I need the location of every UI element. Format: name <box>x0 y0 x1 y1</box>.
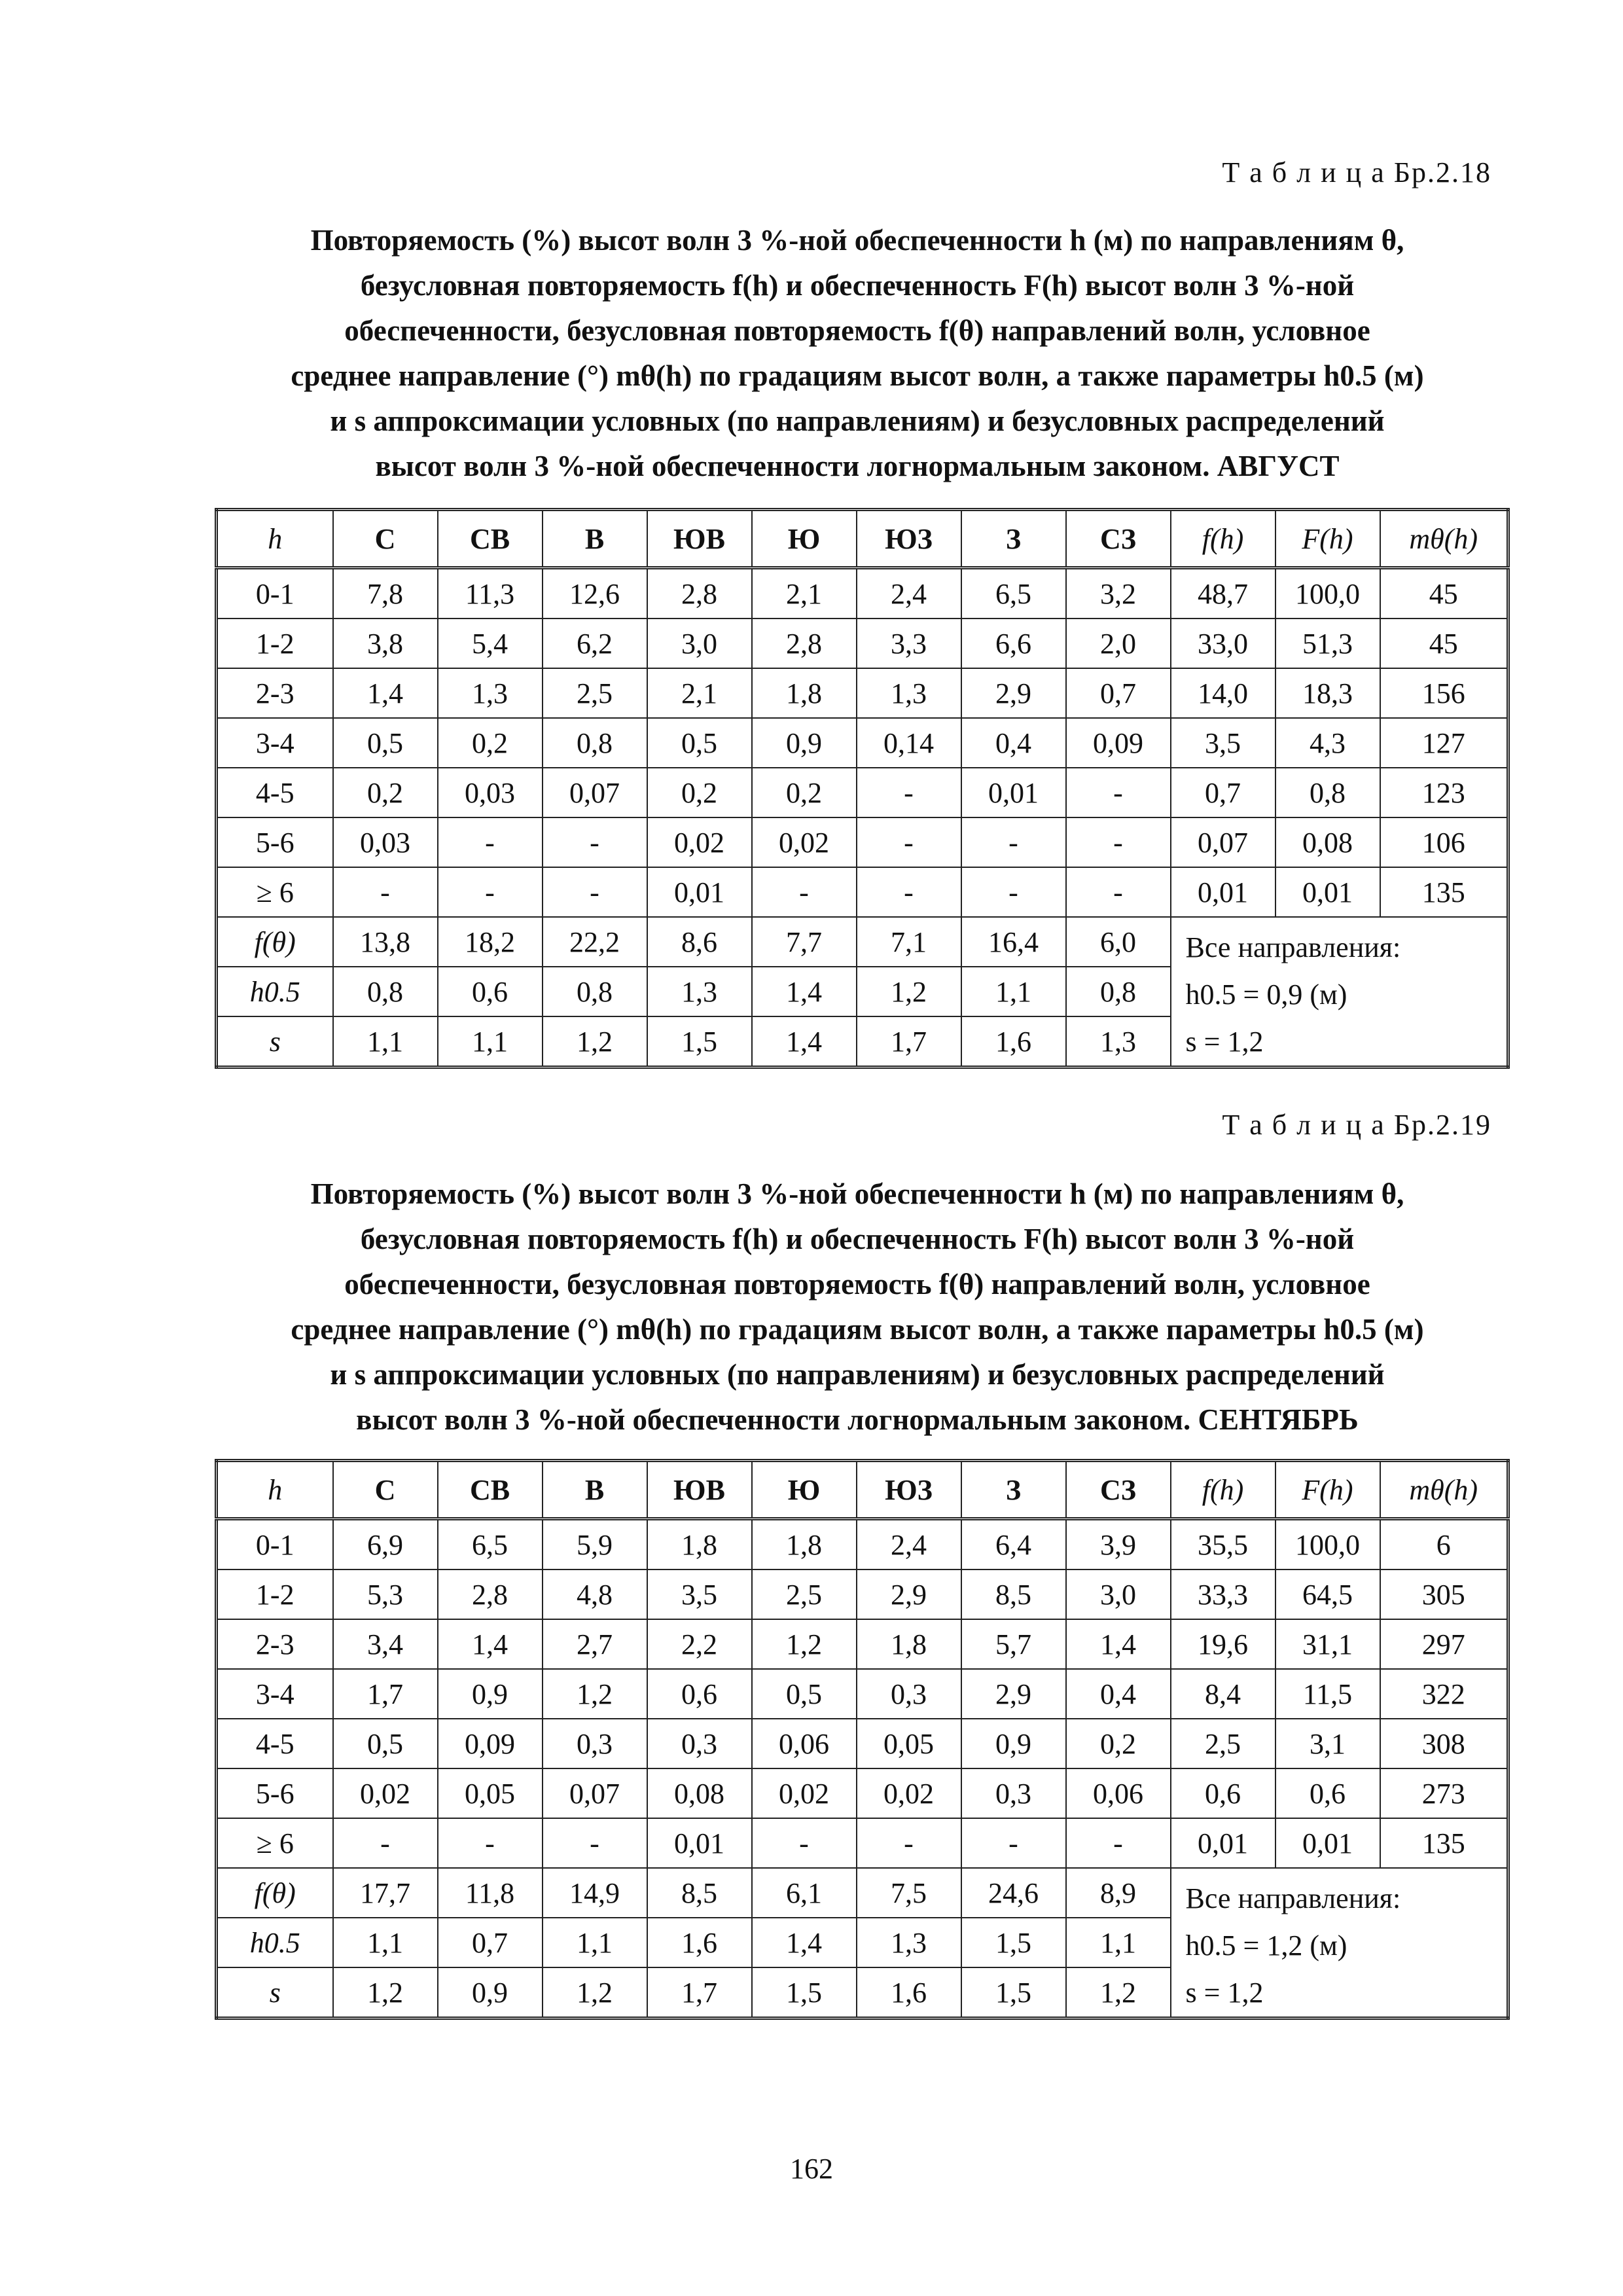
table-cell: 1,4 <box>333 668 438 718</box>
table-cell: 0,5 <box>333 718 438 768</box>
table-cell: 0,8 <box>1066 967 1171 1016</box>
table-cell: - <box>961 817 1066 867</box>
note-line: h0.5 = 1,2 (м) <box>1185 1929 1347 1962</box>
table-cell: 0,3 <box>543 1719 647 1768</box>
table-cell: 2,8 <box>438 1570 543 1619</box>
all-directions-note <box>1171 917 1508 1067</box>
wave-height-table <box>215 1459 1510 2020</box>
table-cell: 31,1 <box>1275 1619 1380 1669</box>
table-cell: 5,9 <box>543 1519 647 1570</box>
note-line: h0.5 = 0,9 (м) <box>1185 978 1347 1011</box>
caption-line: Повторяемость (%) высот волн 3 %-ной обеспеченности h (м) по направлениям θ, <box>310 1177 1404 1210</box>
table-cell: - <box>438 867 543 917</box>
table-cell: 0,9 <box>961 1719 1066 1768</box>
table-cell: 308 <box>1380 1719 1508 1768</box>
table-cell: 1,3 <box>857 1918 961 1967</box>
row-header-cell: 4-5 <box>217 1719 333 1768</box>
caption-line: Повторяемость (%) высот волн 3 %-ной обеспеченности h (м) по направлениям θ, <box>310 224 1404 257</box>
table-cell: 1,1 <box>438 1016 543 1067</box>
header-cell: ЮВ <box>647 510 752 568</box>
table-cell: - <box>961 1818 1066 1868</box>
row-header-cell: 4-5 <box>217 768 333 817</box>
caption-line: обеспеченности, безусловная повторяемость f(θ) направлений волн, условное <box>344 1268 1370 1300</box>
note-line: Все направления: <box>1185 931 1401 963</box>
caption-line: обеспеченности, безусловная повторяемость f(θ) направлений волн, условное <box>344 314 1370 347</box>
table-cell: 7,8 <box>333 568 438 619</box>
table-cell: 1,1 <box>333 1918 438 1967</box>
table-cell: 0,05 <box>857 1719 961 1768</box>
table-cell: - <box>1066 867 1171 917</box>
table-cell: 0,08 <box>1275 817 1380 867</box>
row-header-cell: 2-3 <box>217 1619 333 1669</box>
table-cell: 1,2 <box>857 967 961 1016</box>
table-caption <box>209 218 1505 489</box>
table-cell: 0,8 <box>543 718 647 768</box>
header-cell: Ю <box>752 510 857 568</box>
table-cell: 0,2 <box>438 718 543 768</box>
table-cell: 0,4 <box>1066 1669 1171 1719</box>
table-cell: - <box>333 1818 438 1868</box>
table-cell: 1,5 <box>961 1918 1066 1967</box>
row-header-cell: 1-2 <box>217 1570 333 1619</box>
header-cell: f(h) <box>1171 510 1275 568</box>
table-cell: 0,01 <box>961 768 1066 817</box>
table-cell: 135 <box>1380 1818 1508 1868</box>
table-cell: 1,3 <box>1066 1016 1171 1067</box>
header-cell: З <box>961 510 1066 568</box>
table-cell: 7,7 <box>752 917 857 967</box>
header-cell: h <box>217 510 333 568</box>
table-cell: 1,1 <box>961 967 1066 1016</box>
header-cell: h <box>217 1461 333 1519</box>
table-cell: - <box>752 1818 857 1868</box>
table-cell: 3,0 <box>647 619 752 668</box>
table-cell: 3,2 <box>1066 568 1171 619</box>
table-cell: 0,06 <box>1066 1768 1171 1818</box>
table-cell: - <box>1066 768 1171 817</box>
row-header-cell: 0-1 <box>217 1519 333 1570</box>
table-cell: 35,5 <box>1171 1519 1275 1570</box>
table-cell: 5,7 <box>961 1619 1066 1669</box>
table-cell: - <box>438 817 543 867</box>
table-cell: 297 <box>1380 1619 1508 1669</box>
table-cell: 0,6 <box>1171 1768 1275 1818</box>
table-cell: 8,6 <box>647 917 752 967</box>
table-cell: 0,01 <box>647 867 752 917</box>
table-cell: 14,9 <box>543 1868 647 1918</box>
table-row <box>217 768 1508 817</box>
table-cell: s <box>217 1967 333 2018</box>
table-cell: 273 <box>1380 1768 1508 1818</box>
table-cell: 6,4 <box>961 1519 1066 1570</box>
table-cell: 0,4 <box>961 718 1066 768</box>
table-cell: 2,8 <box>647 568 752 619</box>
table-cell: 4,3 <box>1275 718 1380 768</box>
table-label: Т а б л и ц а Бр.2.18 <box>1222 156 1491 188</box>
table-row <box>217 718 1508 768</box>
table-cell: 1,4 <box>1066 1619 1171 1669</box>
table-cell: 3,0 <box>1066 1570 1171 1619</box>
table-cell: 0,01 <box>1171 867 1275 917</box>
table-cell: 0,03 <box>438 768 543 817</box>
table-cell: f(θ) <box>217 1868 333 1918</box>
table-cell: 0,3 <box>647 1719 752 1768</box>
table-cell: 1,8 <box>857 1619 961 1669</box>
table-cell: 0,02 <box>752 817 857 867</box>
table-cell: 3,8 <box>333 619 438 668</box>
table-cell: 2,4 <box>857 1519 961 1570</box>
table-cell: 11,5 <box>1275 1669 1380 1719</box>
table-cell: 1,5 <box>961 1967 1066 2018</box>
table-cell: 1,6 <box>647 1918 752 1967</box>
row-header-cell: 3-4 <box>217 1669 333 1719</box>
table-cell: - <box>857 768 961 817</box>
table-cell: 0,01 <box>1171 1818 1275 1868</box>
header-cell: mθ(h) <box>1380 1461 1508 1519</box>
table-cell: 1,2 <box>1066 1967 1171 2018</box>
table-cell: h0.5 <box>217 967 333 1016</box>
caption-line: безусловная повторяемость f(h) и обеспеченность F(h) высот волн 3 %-ной <box>360 269 1355 302</box>
table-cell: 0,7 <box>438 1918 543 1967</box>
table-cell: h0.5 <box>217 1918 333 1967</box>
table-cell: 13,8 <box>333 917 438 967</box>
table-cell: 1,2 <box>752 1619 857 1669</box>
table-cell: 0,09 <box>1066 718 1171 768</box>
table-cell: 1,8 <box>752 668 857 718</box>
table-cell: 8,4 <box>1171 1669 1275 1719</box>
table-cell: 0,7 <box>1066 668 1171 718</box>
table-cell: 0,01 <box>1275 867 1380 917</box>
table-cell: 2,5 <box>752 1570 857 1619</box>
table-cell: 0,8 <box>333 967 438 1016</box>
header-cell: СВ <box>438 510 543 568</box>
wave-height-table <box>215 508 1510 1069</box>
table-cell: 0,5 <box>333 1719 438 1768</box>
table-row <box>217 1818 1508 1868</box>
table-cell: 1,4 <box>438 1619 543 1669</box>
table-cell: 3,5 <box>647 1570 752 1619</box>
table-cell: 0,2 <box>1066 1719 1171 1768</box>
table-cell: 14,0 <box>1171 668 1275 718</box>
table-cell: 4,8 <box>543 1570 647 1619</box>
caption-line: высот волн 3 %-ной обеспеченности логнормальным законом. АВГУСТ <box>375 450 1340 482</box>
table-cell: 1,4 <box>752 1016 857 1067</box>
table-cell: 2,0 <box>1066 619 1171 668</box>
table-cell: - <box>857 1818 961 1868</box>
table-cell: 11,3 <box>438 568 543 619</box>
table-cell: 24,6 <box>961 1868 1066 1918</box>
caption-line: среднее направление (°) mθ(h) по градациям высот волн, а также параметры h0.5 (м) <box>291 359 1424 392</box>
table-cell: 17,7 <box>333 1868 438 1918</box>
caption-line: и s аппроксимации условных (по направлениям) и безусловных распределений <box>330 1358 1385 1391</box>
table-cell: 0,06 <box>752 1719 857 1768</box>
table-cell: 0,01 <box>1275 1818 1380 1868</box>
table-cell: 2,7 <box>543 1619 647 1669</box>
row-header-cell: 2-3 <box>217 668 333 718</box>
table-cell: 0,8 <box>543 967 647 1016</box>
table-cell: 7,5 <box>857 1868 961 1918</box>
table-cell: 2,1 <box>752 568 857 619</box>
row-header-cell: 0-1 <box>217 568 333 619</box>
header-cell: ЮЗ <box>857 1461 961 1519</box>
table-cell: 0,07 <box>543 1768 647 1818</box>
table-cell: 3,1 <box>1275 1719 1380 1768</box>
table-cell: 3,5 <box>1171 718 1275 768</box>
table-row <box>217 867 1508 917</box>
all-directions-note <box>1171 1868 1508 2018</box>
table-cell: 3,9 <box>1066 1519 1171 1570</box>
table-cell: 0,02 <box>333 1768 438 1818</box>
note-line: s = 1,2 <box>1185 1026 1264 1058</box>
table-cell: 11,8 <box>438 1868 543 1918</box>
table-cell: 0,9 <box>438 1669 543 1719</box>
table-cell: 2,9 <box>961 1669 1066 1719</box>
table-cell: 0,5 <box>647 718 752 768</box>
table-cell: 1,3 <box>438 668 543 718</box>
table-cell: 2,1 <box>647 668 752 718</box>
table-cell: 0,03 <box>333 817 438 867</box>
table-cell: 305 <box>1380 1570 1508 1619</box>
table-cell: 0,02 <box>752 1768 857 1818</box>
table-cell: 2,8 <box>752 619 857 668</box>
row-header-cell: 5-6 <box>217 817 333 867</box>
table-cell: 0,2 <box>647 768 752 817</box>
table-cell: 6,1 <box>752 1868 857 1918</box>
table-cell: 2,2 <box>647 1619 752 1669</box>
table-row <box>217 1669 1508 1719</box>
table-cell: 1,5 <box>752 1967 857 2018</box>
table-cell: 1,2 <box>333 1967 438 2018</box>
table-header-row <box>217 510 1508 568</box>
row-header-cell: 5-6 <box>217 1768 333 1818</box>
header-cell: СЗ <box>1066 510 1171 568</box>
table-cell: 2,5 <box>543 668 647 718</box>
table-cell: - <box>333 867 438 917</box>
table-cell: 123 <box>1380 768 1508 817</box>
caption-line: безусловная повторяемость f(h) и обеспеченность F(h) высот волн 3 %-ной <box>360 1223 1355 1255</box>
table-cell: 0,2 <box>752 768 857 817</box>
table-cell: - <box>857 867 961 917</box>
table-cell: 127 <box>1380 718 1508 768</box>
table-cell: 0,07 <box>1171 817 1275 867</box>
header-cell: ЮВ <box>647 1461 752 1519</box>
caption-line: и s аппроксимации условных (по направлениям) и безусловных распределений <box>330 404 1385 437</box>
table-row <box>217 917 1508 967</box>
table-cell: 0,09 <box>438 1719 543 1768</box>
table-cell: 1,6 <box>961 1016 1066 1067</box>
table-cell: - <box>1066 1818 1171 1868</box>
table-cell: 1,1 <box>333 1016 438 1067</box>
table-cell: 0,05 <box>438 1768 543 1818</box>
table-cell: 0,14 <box>857 718 961 768</box>
table-cell: 18,2 <box>438 917 543 967</box>
table-row <box>217 1570 1508 1619</box>
table-cell: 5,4 <box>438 619 543 668</box>
header-cell: mθ(h) <box>1380 510 1508 568</box>
table-cell: 18,3 <box>1275 668 1380 718</box>
table-cell: 1,7 <box>647 1967 752 2018</box>
table-cell: 2,9 <box>857 1570 961 1619</box>
table-cell: 19,6 <box>1171 1619 1275 1669</box>
table-cell: 0,07 <box>543 768 647 817</box>
table-cell: 1,8 <box>752 1519 857 1570</box>
table-cell: 0,2 <box>333 768 438 817</box>
table-cell: - <box>438 1818 543 1868</box>
header-cell: С <box>333 1461 438 1519</box>
table-cell: 1,3 <box>857 668 961 718</box>
table-cell: 45 <box>1380 568 1508 619</box>
table-cell: 1,3 <box>647 967 752 1016</box>
table-cell: 0,9 <box>438 1967 543 2018</box>
table-cell: 45 <box>1380 619 1508 668</box>
table-cell: 7,1 <box>857 917 961 967</box>
table-cell: 106 <box>1380 817 1508 867</box>
table-cell: 6,5 <box>438 1519 543 1570</box>
table-row <box>217 1719 1508 1768</box>
header-cell: Ю <box>752 1461 857 1519</box>
table-cell: 0,3 <box>857 1669 961 1719</box>
table-cell: 0,02 <box>857 1768 961 1818</box>
table-cell: 1,7 <box>857 1016 961 1067</box>
table-cell: 2,5 <box>1171 1719 1275 1768</box>
table-cell: 135 <box>1380 867 1508 917</box>
header-cell: В <box>543 1461 647 1519</box>
header-cell: СЗ <box>1066 1461 1171 1519</box>
table-cell: 6,2 <box>543 619 647 668</box>
row-header-cell: ≥ 6 <box>217 1818 333 1868</box>
table-cell: - <box>543 867 647 917</box>
table-row <box>217 668 1508 718</box>
table-cell: 6,0 <box>1066 917 1171 967</box>
header-cell: СВ <box>438 1461 543 1519</box>
table-cell: 8,9 <box>1066 1868 1171 1918</box>
table-cell: 156 <box>1380 668 1508 718</box>
table-cell: 1,4 <box>752 1918 857 1967</box>
row-header-cell: ≥ 6 <box>217 867 333 917</box>
table-cell: 2,4 <box>857 568 961 619</box>
table-cell: 12,6 <box>543 568 647 619</box>
table-cell: 22,2 <box>543 917 647 967</box>
table-cell: 6,5 <box>961 568 1066 619</box>
table-cell: 1,6 <box>857 1967 961 2018</box>
table-row <box>217 1768 1508 1818</box>
table-cell: 1,7 <box>333 1669 438 1719</box>
table-cell: 0,6 <box>647 1669 752 1719</box>
table-cell: 0,6 <box>1275 1768 1380 1818</box>
table-cell: - <box>543 1818 647 1868</box>
table-cell: 6,9 <box>333 1519 438 1570</box>
table-cell: 16,4 <box>961 917 1066 967</box>
table-cell: 8,5 <box>961 1570 1066 1619</box>
table-cell: 3,3 <box>857 619 961 668</box>
table-cell: 0,8 <box>1275 768 1380 817</box>
table-cell: 1,5 <box>647 1016 752 1067</box>
table-cell: - <box>961 867 1066 917</box>
table-row <box>217 619 1508 668</box>
table-cell: 100,0 <box>1275 1519 1380 1570</box>
caption-line: высот волн 3 %-ной обеспеченности логнормальным законом. СЕНТЯБРЬ <box>356 1403 1359 1436</box>
table-row <box>217 817 1508 867</box>
caption-line: среднее направление (°) mθ(h) по градациям высот волн, а также параметры h0.5 (м) <box>291 1313 1424 1346</box>
header-cell: F(h) <box>1275 1461 1380 1519</box>
table-cell: - <box>857 817 961 867</box>
note-line: s = 1,2 <box>1185 1977 1264 2009</box>
table-row <box>217 568 1508 619</box>
header-cell: С <box>333 510 438 568</box>
table-label: Т а б л и ц а Бр.2.19 <box>1222 1109 1491 1141</box>
table-cell: 64,5 <box>1275 1570 1380 1619</box>
header-cell: ЮЗ <box>857 510 961 568</box>
header-cell: F(h) <box>1275 510 1380 568</box>
table-row <box>217 1519 1508 1570</box>
table-cell: 51,3 <box>1275 619 1380 668</box>
row-header-cell: 3-4 <box>217 718 333 768</box>
table-cell: 1,8 <box>647 1519 752 1570</box>
header-cell: В <box>543 510 647 568</box>
table-cell: 1,2 <box>543 1669 647 1719</box>
table-cell: 33,0 <box>1171 619 1275 668</box>
table-row <box>217 1619 1508 1669</box>
header-cell: З <box>961 1461 1066 1519</box>
table-cell: 0,3 <box>961 1768 1066 1818</box>
table-cell: 33,3 <box>1171 1570 1275 1619</box>
row-header-cell: 1-2 <box>217 619 333 668</box>
table-cell: 48,7 <box>1171 568 1275 619</box>
table-cell: 0,08 <box>647 1768 752 1818</box>
table-cell: 322 <box>1380 1669 1508 1719</box>
table-cell: 1,2 <box>543 1967 647 2018</box>
table-row <box>217 1868 1508 1918</box>
table-cell: 1,4 <box>752 967 857 1016</box>
table-cell: - <box>752 867 857 917</box>
table-header-row <box>217 1461 1508 1519</box>
table-cell: 5,3 <box>333 1570 438 1619</box>
table-cell: 8,5 <box>647 1868 752 1918</box>
table-cell: 0,02 <box>647 817 752 867</box>
table-cell: 3,4 <box>333 1619 438 1669</box>
header-cell: f(h) <box>1171 1461 1275 1519</box>
table-cell: f(θ) <box>217 917 333 967</box>
page-number: 162 <box>790 2153 833 2185</box>
table-cell: 6 <box>1380 1519 1508 1570</box>
table-cell: 0,01 <box>647 1818 752 1868</box>
table-cell: 0,6 <box>438 967 543 1016</box>
table-cell: 100,0 <box>1275 568 1380 619</box>
table-cell: 0,9 <box>752 718 857 768</box>
table-cell: s <box>217 1016 333 1067</box>
table-cell: - <box>1066 817 1171 867</box>
note-line: Все направления: <box>1185 1882 1401 1914</box>
table-cell: 6,6 <box>961 619 1066 668</box>
table-cell: - <box>543 817 647 867</box>
table-cell: 2,9 <box>961 668 1066 718</box>
table-cell: 1,1 <box>1066 1918 1171 1967</box>
table-cell: 0,5 <box>752 1669 857 1719</box>
table-cell: 0,7 <box>1171 768 1275 817</box>
table-cell: 1,1 <box>543 1918 647 1967</box>
table-cell: 1,2 <box>543 1016 647 1067</box>
table-caption <box>209 1172 1505 1443</box>
